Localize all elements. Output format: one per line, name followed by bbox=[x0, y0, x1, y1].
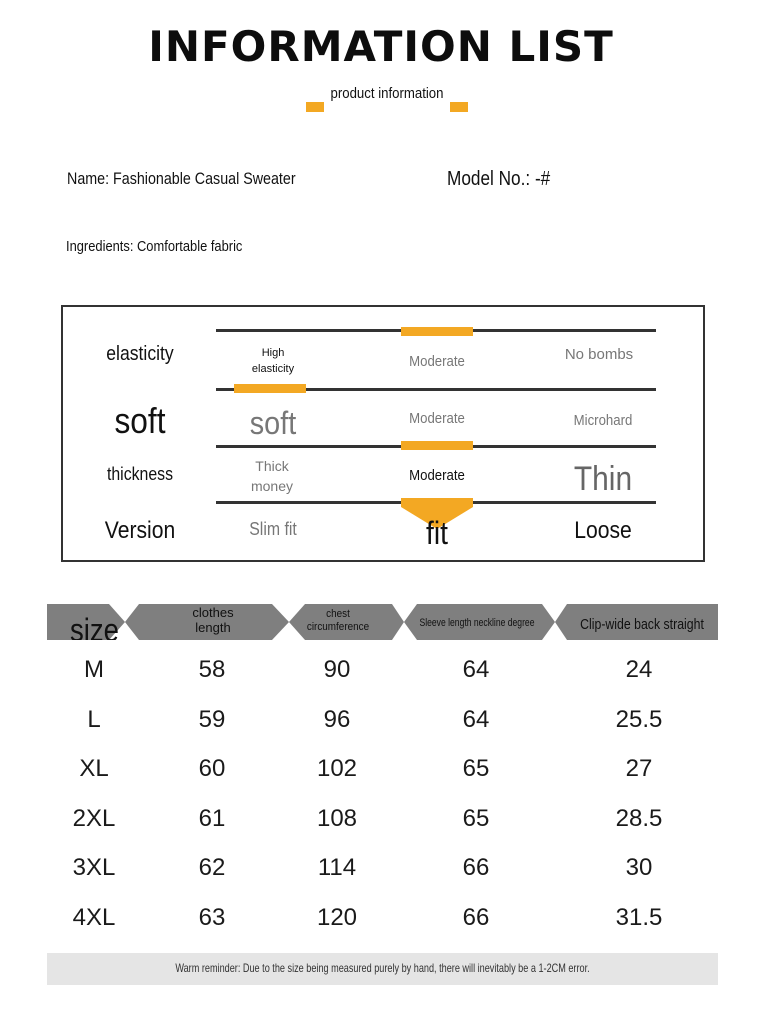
attr-option: No bombs bbox=[564, 346, 634, 363]
warm-reminder-text: Warm reminder: Due to the size being measured purely by hand, there will inevitably be a 1-2CM error. bbox=[175, 961, 590, 975]
attr-option: Thin bbox=[573, 460, 633, 498]
attr-option: Slim fit bbox=[249, 519, 297, 539]
elasticity-selected-marker bbox=[401, 327, 473, 336]
measurement-cell: 62 bbox=[198, 854, 226, 881]
col-header-size: size bbox=[70, 612, 119, 640]
measurement-cell: 66 bbox=[462, 903, 490, 931]
size-cell: L bbox=[87, 705, 101, 733]
attr-option: soft bbox=[249, 405, 297, 441]
measurement-cell: 24 bbox=[625, 656, 653, 683]
attr-label-version: Version bbox=[104, 517, 176, 544]
product-name: Name: Fashionable Casual Sweater bbox=[67, 169, 296, 188]
measurement-cell: 61 bbox=[198, 804, 226, 832]
measurement-cell: 59 bbox=[198, 705, 226, 733]
measurement-cell: 30 bbox=[625, 854, 653, 881]
size-cell: M bbox=[84, 656, 104, 683]
col-header-chest: chest circumference bbox=[306, 608, 370, 633]
attr-option: fit bbox=[426, 515, 448, 551]
measurement-cell: 65 bbox=[462, 804, 490, 832]
col-header-clothes-length: clothes length bbox=[192, 605, 234, 635]
measurement-cell: 60 bbox=[198, 755, 226, 782]
measurement-cell: 65 bbox=[462, 755, 490, 782]
attr-option: Thick money bbox=[250, 458, 294, 494]
attr-label-soft: soft bbox=[114, 400, 166, 441]
measurement-cell: 96 bbox=[323, 705, 351, 733]
measurement-cell: 58 bbox=[198, 656, 226, 683]
attr-option: Loose bbox=[574, 517, 632, 544]
ingredients: Ingredients: Comfortable fabric bbox=[66, 238, 243, 255]
measurement-cell: 63 bbox=[198, 903, 226, 931]
measurement-cell: 66 bbox=[462, 854, 490, 881]
measurement-cell: 64 bbox=[462, 656, 490, 683]
measurement-cell: 108 bbox=[316, 804, 358, 832]
col-header-back: Clip-wide back straight bbox=[580, 616, 704, 633]
size-cell: 3XL bbox=[72, 854, 116, 881]
measurement-cell: 31.5 bbox=[615, 903, 663, 931]
measurement-cell: 28.5 bbox=[615, 804, 663, 832]
measurement-cell: 25.5 bbox=[615, 705, 663, 733]
attr-option: Microhard bbox=[573, 412, 633, 429]
size-cell: 4XL bbox=[72, 903, 116, 931]
model-number: Model No.: -# bbox=[447, 168, 551, 190]
page-title: INFORMATION LIST bbox=[148, 22, 614, 71]
measurement-cell: 90 bbox=[323, 656, 351, 683]
col-header-sleeve: Sleeve length neckline degree bbox=[419, 617, 535, 629]
attr-option: Moderate bbox=[409, 353, 465, 370]
soft-selected-marker bbox=[234, 384, 306, 393]
attr-label-thickness: thickness bbox=[106, 464, 174, 484]
attr-option: High elasticity bbox=[251, 347, 295, 375]
warm-reminder-bar bbox=[47, 953, 718, 985]
subtitle: product information bbox=[330, 85, 444, 102]
measurement-cell: 102 bbox=[316, 755, 358, 782]
size-table-header bbox=[47, 604, 718, 640]
size-cell: 2XL bbox=[72, 804, 116, 832]
measurement-cell: 114 bbox=[317, 854, 357, 881]
attribute-scale-box bbox=[61, 305, 705, 562]
attr-option: Moderate bbox=[409, 467, 465, 484]
subtitle-banner bbox=[306, 82, 468, 114]
attr-label-elasticity: elasticity bbox=[106, 343, 174, 365]
attr-option: Moderate bbox=[409, 410, 465, 427]
version-selected-marker bbox=[401, 498, 473, 507]
measurement-cell: 27 bbox=[625, 755, 653, 782]
measurement-cell: 120 bbox=[316, 903, 358, 931]
size-cell: XL bbox=[79, 755, 109, 782]
measurement-cell: 64 bbox=[462, 705, 490, 733]
thickness-selected-marker bbox=[401, 441, 473, 450]
